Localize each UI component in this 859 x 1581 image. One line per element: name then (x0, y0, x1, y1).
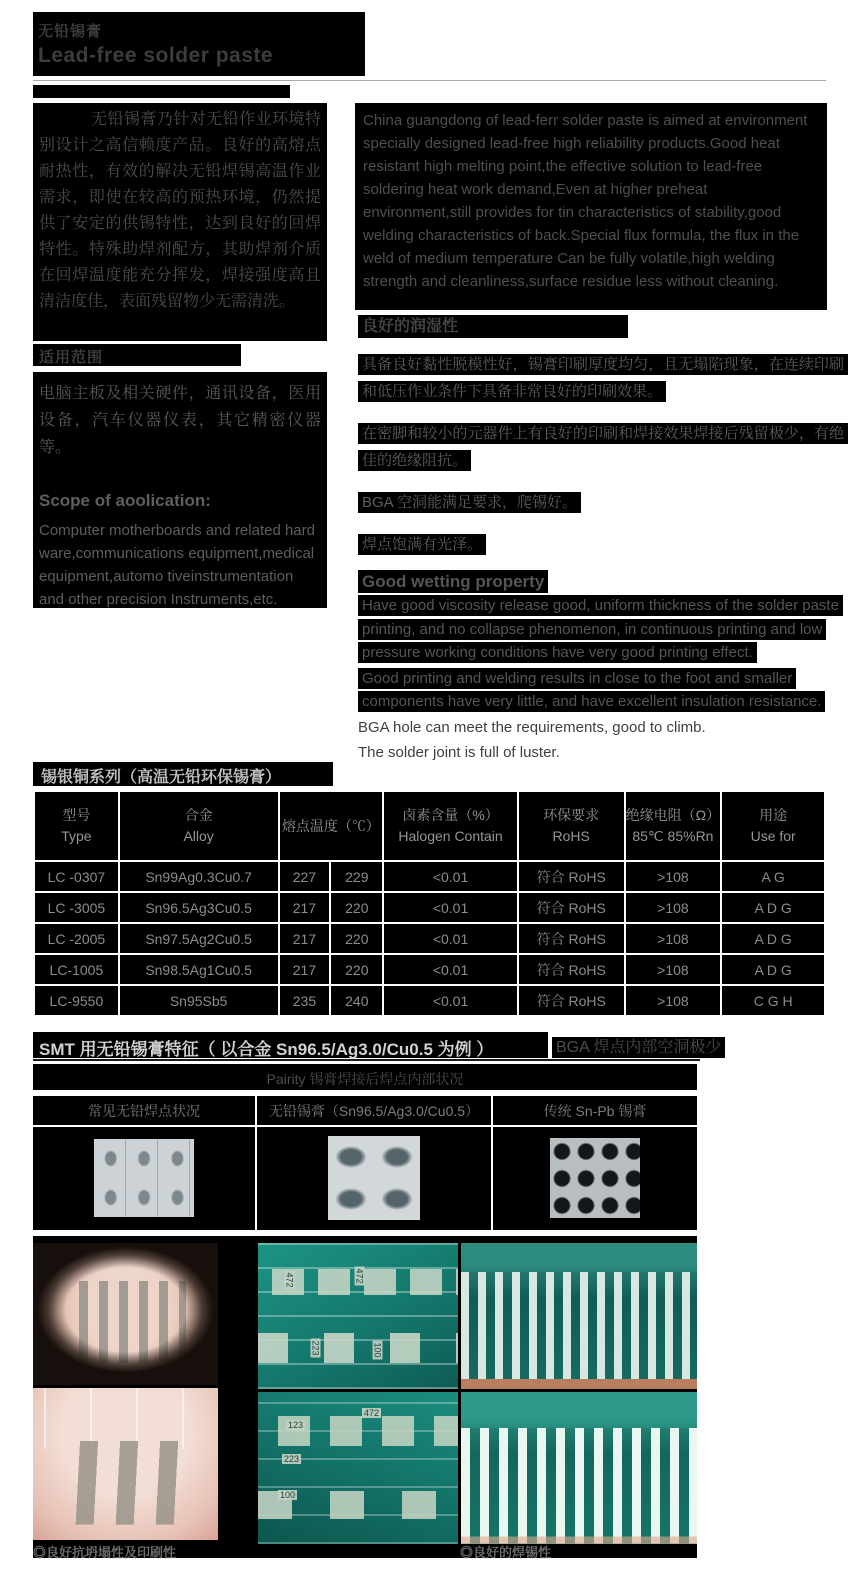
cell-mp2: 229 (330, 861, 383, 892)
wetting-paragraph-en-2: Good printing and welding results in close to the foot and smaller components have very little, and have excellent insulation resistance. (358, 667, 848, 714)
cell-mp1: 217 (279, 892, 331, 923)
wetting-section (358, 313, 848, 765)
cell-resistance: >108 (625, 861, 722, 892)
cell-halogen: <0.01 (383, 954, 518, 985)
cell-rohs: 符合 RoHS (518, 861, 625, 892)
scope-body-en: Computer motherboards and related hard ware,communications equipment,medical equipment,automo tiveinstrumentation and other precision Instruments,etc. (39, 522, 315, 608)
page-title-en: Lead-free solder paste (38, 44, 274, 67)
table-row (34, 861, 825, 892)
cell-mp2: 220 (330, 923, 383, 954)
photo-pcb-components-1 (258, 1243, 458, 1389)
pcb-label: 100 (280, 1490, 296, 1500)
overview-paragraph-en: China guangdong of lead-ferr solder paste is aimed at environment specially designed lead-free high reliability products.Good heat resistant high melting point,the effective solution to lead-free soldering heat work demand,Even at higher preheat environment,still provides for tin characteristics of stability,good welding characteristics of back.Special flux formula, the flux in the weld of medium temperature Can be fully volatile,high welding strength and cleanliness,surface residue less without cleaning. (363, 112, 808, 290)
cell-mp1: 217 (279, 923, 331, 954)
wetting-paragraph-cn-1: 具备良好黏性脱模性好，锡膏印刷厚度均匀，且无塌陷现象，在连续印刷和低压作业条件下具备非常良好的印刷效果。 (358, 351, 848, 405)
cell-use: C G H (721, 985, 825, 1016)
comparison-col-snpb (491, 1096, 697, 1230)
cell-type: LC-9550 (34, 985, 119, 1016)
photo-pcb-components-2 (258, 1392, 458, 1544)
cell-rohs: 符合 RoHS (518, 985, 625, 1016)
col-header-melting: 熔点温度（℃） (279, 791, 384, 861)
cell-mp2: 220 (330, 954, 383, 985)
cell-alloy: Sn98.5Ag1Cu0.5 (119, 954, 279, 985)
xray-image-snpb-paste (550, 1138, 640, 1218)
smt-subtitle: Pairity 锡膏焊接后焊点内部状况 (266, 1071, 464, 1087)
cell-alloy: Sn97.5Ag2Cu0.5 (119, 923, 279, 954)
header-underline-bar (33, 85, 290, 98)
cell-resistance: >108 (625, 892, 722, 923)
cell-use: A G (721, 861, 825, 892)
smt-subtitle-bar (33, 1064, 697, 1090)
caption-solderability: ◎良好的焊锡性 (460, 1545, 552, 1560)
intro-paragraph: 无铅锡膏乃针对无铅作业环境特别设计之高信赖度产品。良好的高熔点耐热性，有效的解决无铅焊锡高温作业需求，即使在较高的预热环境，仍然提供了安定的供锡特性，达到良好的回焊特性。特殊助焊剂配方，其助焊剂介质在回焊温度能充分挥发，焊接强度高且清洁度佳，表面残留物少无需清洗。 (39, 111, 321, 310)
photo-soldered-leads-2 (461, 1392, 697, 1544)
cell-rohs: 符合 RoHS (518, 923, 625, 954)
header-divider-line (33, 80, 826, 81)
wetting-paragraph-en-1: Have good viscosity release good, uniform thickness of the solder paste printing, and no collapse phenomenon, in continuous printing and low pressure working conditions have very good printing effect. (358, 594, 848, 665)
cell-alloy: Sn96.5Ag3Cu0.5 (119, 892, 279, 923)
comparison-col-common (33, 1096, 255, 1230)
cell-alloy: Sn99Ag0.3Cu0.7 (119, 861, 279, 892)
pcb-label: 223 (284, 1454, 300, 1464)
xray-image-common-leadfree (94, 1139, 194, 1217)
alloy-spec-table (33, 790, 826, 1017)
solder-comparison-grid (33, 1096, 697, 1230)
table-row (34, 954, 825, 985)
col-header-halogen: 卤素含量（%） Halogen Contain (383, 791, 518, 861)
cell-mp1: 235 (279, 985, 331, 1016)
col-header-alloy: 合金 Alloy (119, 791, 279, 861)
comparison-col-leadfree-label: 无铅锡膏（Sn96.5/Ag3.0/Cu0.5） (257, 1096, 491, 1127)
comparison-col-leadfree (255, 1096, 491, 1230)
wetting-paragraph-cn-4: 焊点饱满有光泽。 (358, 531, 848, 558)
col-header-rohs: 环保要求 RoHS (518, 791, 625, 861)
wetting-paragraph-en-3: BGA hole can meet the requirements, good to climb. (358, 718, 706, 736)
page-title-block (33, 12, 365, 76)
wetting-paragraph-cn-3: BGA 空洞能满足要求，爬锡好。 (358, 489, 848, 516)
comparison-col-common-label: 常见无铅焊点状况 (33, 1096, 255, 1127)
cell-rohs: 符合 RoHS (518, 954, 625, 985)
scope-header-bar (33, 344, 241, 366)
wetting-paragraph-cn-2: 在密脚和较小的元器件上有良好的印刷和焊接效果焊接后残留极少，有绝佳的绝缘阻抗。 (358, 420, 848, 474)
col-header-use: 用途 Use for (721, 791, 825, 861)
scope-header-en: Scope of aoolication: (39, 491, 211, 510)
page-title-cn: 无铅锡膏 (38, 23, 103, 40)
cell-rohs: 符合 RoHS (518, 892, 625, 923)
cell-alloy: Sn95Sb5 (119, 985, 279, 1016)
scope-panel (33, 372, 327, 608)
table-header-row (34, 791, 825, 861)
table-title: 锡银铜系列（高温无铅环保锡膏） (41, 769, 282, 786)
cell-mp2: 240 (330, 985, 383, 1016)
table-row (34, 892, 825, 923)
cell-type: LC-1005 (34, 954, 119, 985)
cell-mp1: 227 (279, 861, 331, 892)
overview-panel (355, 103, 827, 310)
bga-note: BGA 焊点内部空洞极少 (552, 1034, 725, 1057)
scope-header-cn: 适用范围 (39, 349, 104, 366)
cell-resistance: >108 (625, 954, 722, 985)
pcb-label: 100 (372, 1342, 383, 1358)
cell-use: A D G (721, 954, 825, 985)
smt-divider-line (33, 1059, 700, 1061)
wetting-paragraph-en-4: The solder joint is full of luster. (358, 744, 560, 761)
cell-halogen: <0.01 (383, 923, 518, 954)
photo-paste-deposit-microscope-2 (33, 1388, 218, 1540)
wetting-header-cn: 良好的润湿性 (358, 313, 848, 336)
pcb-label: 223 (310, 1340, 321, 1356)
col-header-type: 型号 Type (34, 791, 119, 861)
cell-halogen: <0.01 (383, 861, 518, 892)
cell-use: A D G (721, 923, 825, 954)
pcb-label: 472 (284, 1272, 295, 1288)
cell-resistance: >108 (625, 985, 722, 1016)
photo-soldered-leads-1 (461, 1243, 697, 1389)
smt-feature-title: SMT 用无铅锡膏特征（ 以合金 Sn96.5/Ag3.0/Cu0.5 为例 ） (39, 1040, 494, 1059)
cell-halogen: <0.01 (383, 892, 518, 923)
cell-halogen: <0.01 (383, 985, 518, 1016)
table-title-bar (33, 762, 333, 786)
smt-feature-title-bar (33, 1032, 548, 1058)
wetting-header-en: Good wetting property (358, 572, 848, 592)
intro-panel (33, 103, 327, 341)
pcb-label: 472 (364, 1408, 380, 1418)
xray-image-leadfree-paste (328, 1136, 420, 1220)
cell-type: LC -2005 (34, 923, 119, 954)
cell-type: LC -3005 (34, 892, 119, 923)
scope-body-cn: 电脑主板及相关硬件，通讯设备，医用设备，汽车仪器仪表，其它精密仪器等。 (39, 385, 321, 456)
table-row (34, 985, 825, 1016)
photo-paste-deposit-microscope-1 (33, 1243, 218, 1385)
comparison-col-snpb-label: 传统 Sn-Pb 锡膏 (493, 1096, 697, 1127)
cell-use: A D G (721, 892, 825, 923)
cell-resistance: >108 (625, 923, 722, 954)
col-header-resistance: 绝缘电阻（Ω） 85℃ 85%Rn (625, 791, 722, 861)
pcb-label: 472 (354, 1268, 365, 1284)
pcb-label: 123 (288, 1420, 304, 1430)
photo-section (33, 1236, 697, 1558)
cell-mp2: 220 (330, 892, 383, 923)
caption-anti-collapse: ◎良好抗坍塌性及印刷性 (33, 1545, 177, 1560)
table-row (34, 923, 825, 954)
cell-type: LC -0307 (34, 861, 119, 892)
cell-mp1: 217 (279, 954, 331, 985)
